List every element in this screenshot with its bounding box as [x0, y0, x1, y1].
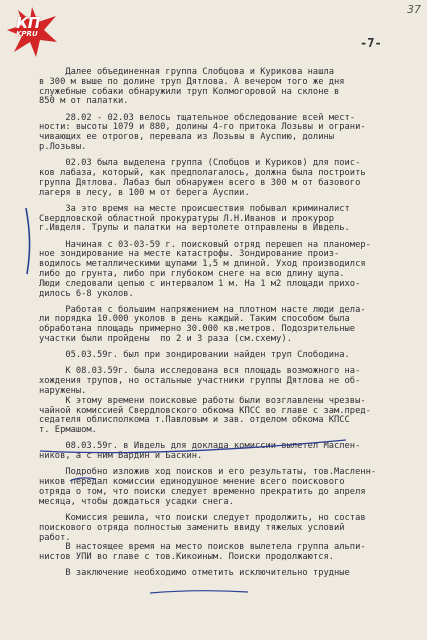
- paragraph: К 08.03.59г. была исследована вся площадь возможного на- хождения трупов, но остальные участники группы Дятлова не об- наружены. К этому времени поисковые работы были возглавлены чрезвы- чайной комиссией Свердловского обкома КПСС во главе с зам.пред- седателя облисполкома т.Павловым и зав. отделом обкома КПСС т. Ермашом.: [39, 366, 371, 436]
- paragraph: 02.03 была выделена группа (Слобцов и Куриков) для поис- ков лабаза, который, как предполагалось, должна была построить группа Дятлова. Лабаз был обнаружен всего в 300 м от базового лагеря в лесу, в 100 м от берега Ауспии.: [39, 158, 366, 198]
- underline-mark: [150, 591, 248, 593]
- margin-mark: [26, 208, 30, 274]
- typewritten-body: [39, 68, 419, 586]
- folio-number: 37: [407, 3, 421, 16]
- paragraph: За это время на месте происшествия побывал криминалист Свердловской областной прокуратуры Л.Н.Иванов и прокурор г.Ивделя. Трупы и палатки на вертолете отправлены в Ивдель.: [39, 203, 350, 234]
- paragraph: 08.03.59г. в Ивдель для доклада комиссии вылетел Маслен- ников, а с ним Вардин и Баскин.: [39, 441, 361, 462]
- paragraph: Комиссия решила, что поиски следует продолжить, но состав поискового отряда полностью заменить ввиду тяжелых условий работ. В настоящее время на место поисков вылетела группа альпи- нистов УПИ во главе с тов.Кикоиным. Поиски продолжаются.: [39, 512, 366, 563]
- paragraph: Начиная с 03-03-59 г. поисковый отряд перешел на планомер- ное зондирование на месте катастрофы. Зондирование произ- водилось металлическими щупами 1,5 м длиной. Уход производился либо до грунта, либо при глубоком снеге на всю длину щупа. Люди следовали цепью с интервалом 1 м. На 1 м2 площади прихо- дилось 6-8 уколов.: [39, 239, 371, 299]
- logo-text: КП KPRU: [16, 14, 40, 38]
- page-number: -7-: [360, 36, 382, 50]
- paragraph: 05.03.59г. был при зондировании найден труп Слободина.: [39, 350, 350, 361]
- paragraph: 28.02 - 02.03 велось тщательное обследование всей мест- ности: высоты 1079 и 880, долины 4-го притока Лозьвы и ограни- чивающих ее отрогов, перевала из Лозьвы в Ауспию, долины р.Лозьвы.: [39, 112, 366, 152]
- paragraph: Далее объединенная группа Слобцова и Курикова нашла в 300 м выше по долине труп Дятлова. А вечером того же дня служебные собаки обнаружили труп Колмогоровой на склоне в 850 м от палатки.: [39, 67, 345, 107]
- kp-logo: [6, 6, 58, 58]
- paragraph: В заключение необходимо отметить исключительно трудные: [39, 568, 350, 579]
- paragraph: Подробно изложив ход поисков и его результаты, тов.Масленн- ников передал комиссии единодушное мнение всего поискового отряда о том, что поиски следует временно прекратить до апреля месяца, чтобы дождаться усадки снега.: [39, 467, 377, 507]
- paragraph: Работая с большим напряжением на плотном насте люди дела- ли порядка 10.000 уколов в день каждый. Таким способом была обработана площадь примерно 30.000 кв.метров. Подозрительные участки были пройдены по 2 и 3 раза (см.схему).: [39, 304, 366, 345]
